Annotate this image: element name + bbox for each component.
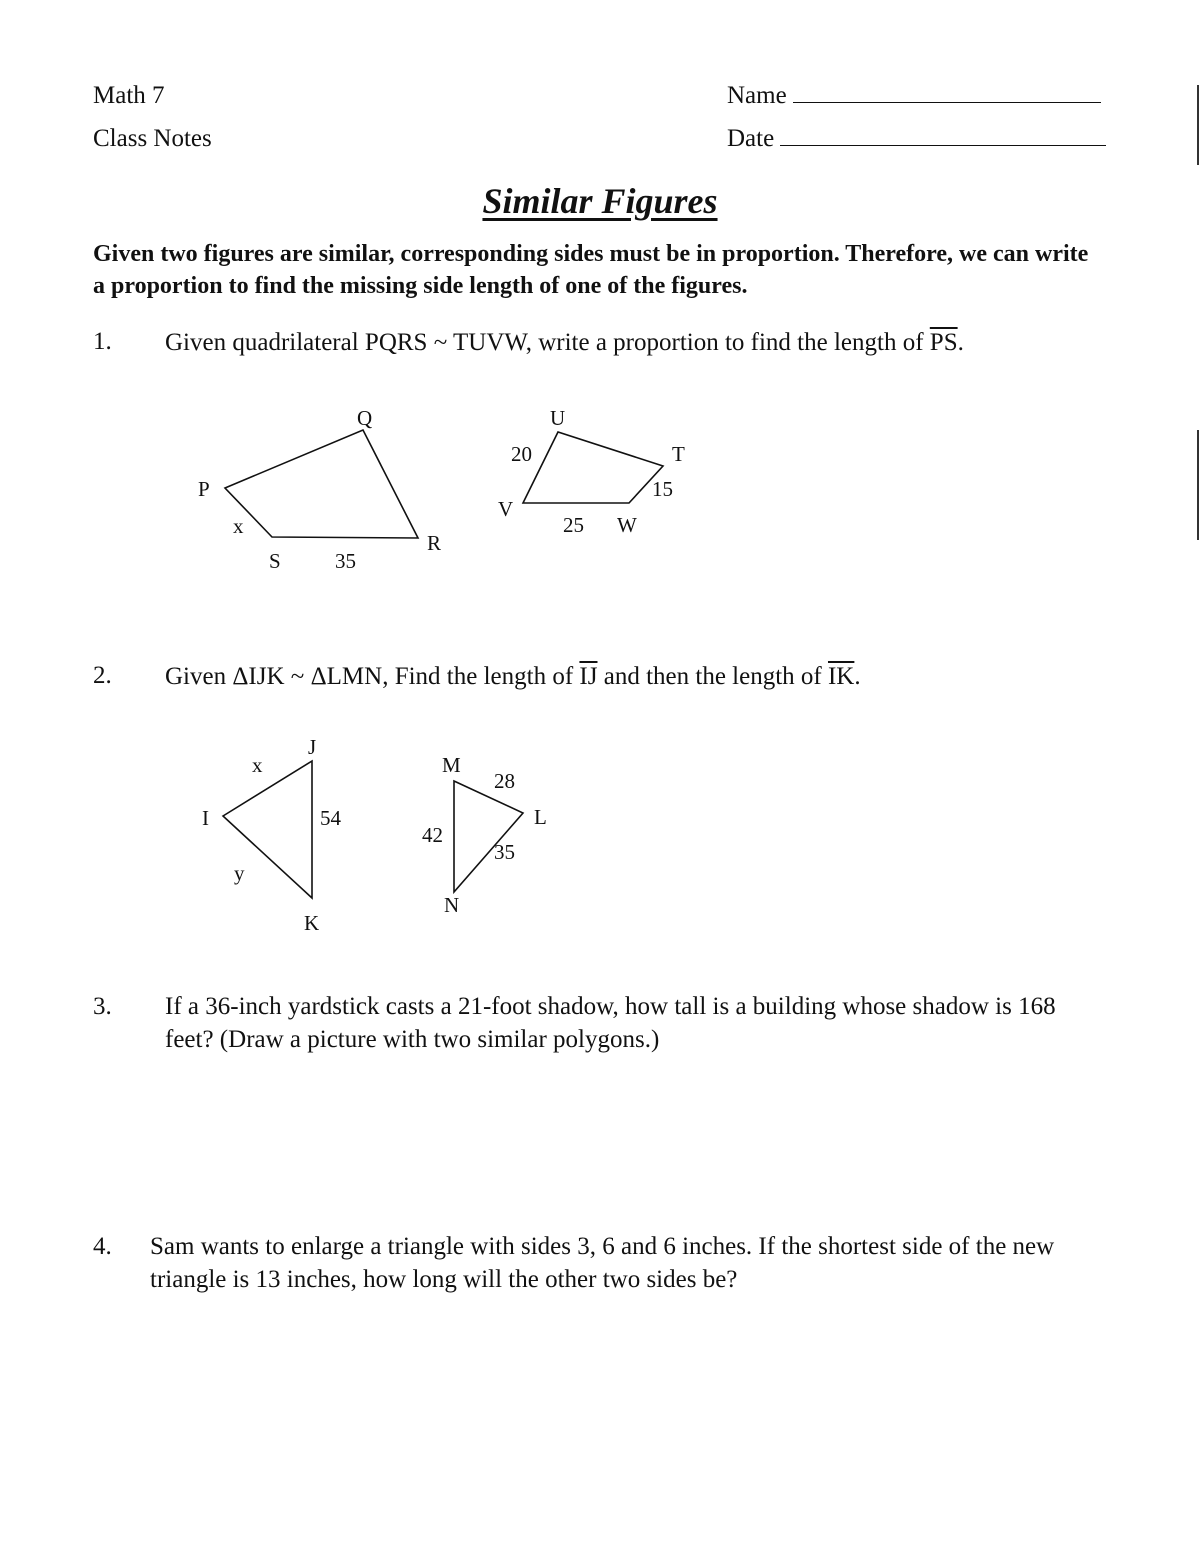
vertex-v-label: V (498, 497, 514, 521)
side-ps-label: x (233, 514, 244, 538)
tuvw-outline (523, 432, 663, 503)
triangle-lmn (410, 740, 570, 920)
question-1-text: Given quadrilateral PQRS ~ TUVW, write a proportion to find the length of $\overline{PS}$. (165, 329, 964, 356)
quadrilateral-tuvw (490, 400, 710, 550)
segment-ik: $\overline{IK}$ (827, 663, 855, 690)
course-label: Math 7 (93, 82, 165, 109)
similarity-statement: ΔIJK ~ ΔLMN (232, 663, 383, 690)
side-vw-label: 25 (563, 513, 584, 537)
lmn-outline (454, 781, 523, 892)
doc-type-label: Class Notes (93, 125, 212, 152)
segment-ps: $\overline{PS}$ (929, 329, 958, 356)
vertex-s-label: S (269, 549, 281, 573)
date-blank-line[interactable] (780, 145, 1106, 146)
question-4-text: Sam wants to enlarge a triangle with sides 3, 6 and 6 inches. If the shortest side of the new triangle is 13 inches, how long will the other two sides be? (150, 1233, 1055, 1293)
question-3-number: 3. (93, 993, 112, 1020)
vertex-l-label: L (534, 805, 547, 829)
vertex-k-label: K (304, 911, 320, 935)
side-ik-label: y (234, 861, 245, 885)
vertex-t-label: T (672, 442, 685, 466)
vertex-n-label: N (444, 893, 460, 917)
vertex-j-label: J (308, 735, 317, 759)
segment-ij: $\overline{IJ}$ (579, 663, 598, 690)
vertex-w-label: W (617, 513, 637, 537)
scan-edge-mark (1197, 430, 1199, 540)
side-ln-label: 35 (494, 840, 515, 864)
quadrilateral-pqrs (180, 400, 480, 580)
date-row (727, 125, 1106, 153)
vertex-u-label: U (550, 406, 566, 430)
side-uv-label: 20 (511, 442, 532, 466)
side-ml-label: 28 (494, 769, 515, 793)
question-1-number: 1. (93, 328, 112, 355)
question-2-text: Given ΔIJK ~ ΔLMN, Find the length of $\overline{IJ}$ and then the length of $\overline{IK}$. (165, 663, 861, 690)
question-4-number: 4. (93, 1233, 112, 1260)
intro-text: Given two figures are similar, corresponding sides must be in proportion. Therefore, we can write a proportion to find the missing side length of one of the figures. (93, 241, 1089, 299)
vertex-m-label: M (442, 753, 461, 777)
side-sr-label: 35 (335, 549, 356, 573)
side-tw-label: 15 (652, 477, 673, 501)
vertex-p-label: P (198, 477, 210, 501)
side-ij-label: x (252, 753, 263, 777)
page-title: Similar Figures (482, 181, 718, 221)
pqrs-outline (225, 430, 418, 538)
name-row (727, 82, 1101, 110)
name-blank-line[interactable] (793, 102, 1101, 103)
vertex-r-label: R (427, 531, 442, 555)
question-2-number: 2. (93, 662, 112, 689)
name-label: Name (727, 82, 787, 109)
triangle-ijk (190, 730, 370, 940)
scan-edge-mark (1197, 85, 1199, 165)
question-3-text: If a 36-inch yardstick casts a 21-foot shadow, how tall is a building whose shadow is 168 feet? (Draw a picture with two similar polygons.) (165, 993, 1056, 1053)
date-label: Date (727, 125, 775, 152)
side-mn-label: 42 (422, 823, 443, 847)
vertex-q-label: Q (357, 406, 373, 430)
vertex-i-label: I (202, 806, 209, 830)
side-jk-label: 54 (320, 806, 341, 830)
